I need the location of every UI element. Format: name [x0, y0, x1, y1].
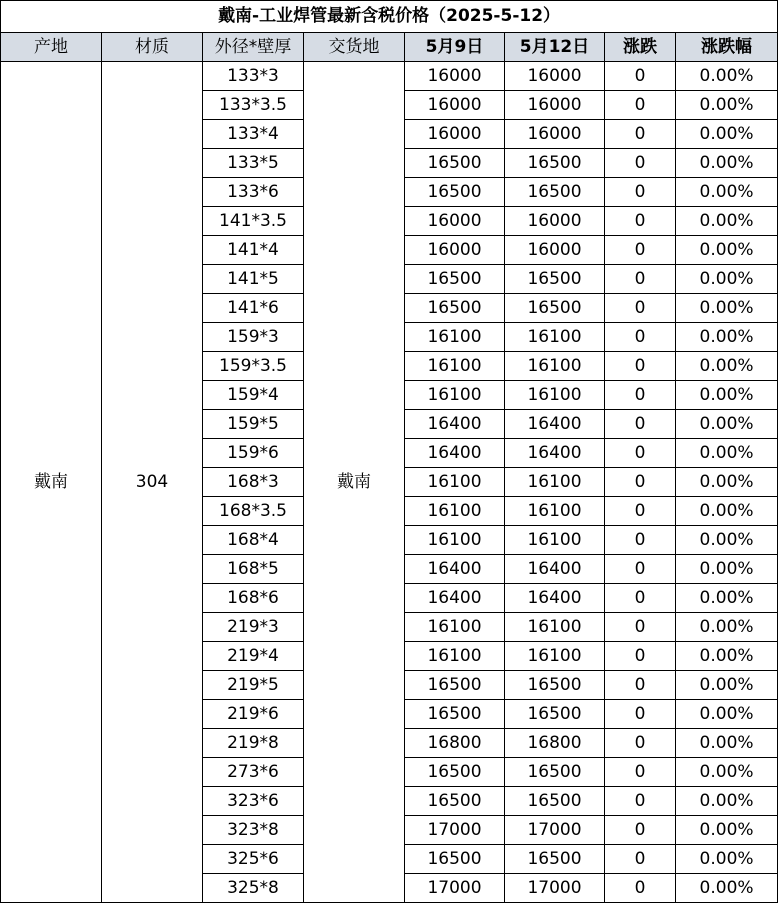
change-pct-cell: 0.00%: [676, 62, 778, 91]
price-may12-cell: 16500: [505, 149, 605, 178]
price-may9-cell: 16500: [405, 149, 505, 178]
material-cell: 304: [102, 62, 203, 903]
price-may9-cell: 16400: [405, 439, 505, 468]
price-may9-cell: 16100: [405, 642, 505, 671]
change-cell: 0: [605, 323, 676, 352]
price-may9-cell: 16500: [405, 787, 505, 816]
price-may9-cell: 16000: [405, 207, 505, 236]
spec-cell: 133*4: [203, 120, 304, 149]
change-pct-cell: 0.00%: [676, 526, 778, 555]
price-may9-cell: 16100: [405, 526, 505, 555]
price-may12-cell: 16100: [505, 526, 605, 555]
change-pct-cell: 0.00%: [676, 497, 778, 526]
change-pct-cell: 0.00%: [676, 671, 778, 700]
change-cell: 0: [605, 729, 676, 758]
header-row: [1, 33, 778, 62]
change-cell: 0: [605, 120, 676, 149]
price-may9-cell: 16000: [405, 120, 505, 149]
change-pct-cell: 0.00%: [676, 700, 778, 729]
price-may12-cell: 17000: [505, 874, 605, 903]
change-pct-cell: 0.00%: [676, 845, 778, 874]
spec-cell: 159*3: [203, 323, 304, 352]
change-pct-cell: 0.00%: [676, 178, 778, 207]
spec-cell: 323*6: [203, 787, 304, 816]
change-pct-cell: 0.00%: [676, 874, 778, 903]
price-may12-cell: 16100: [505, 642, 605, 671]
spec-cell: 168*4: [203, 526, 304, 555]
price-may9-cell: 16500: [405, 178, 505, 207]
spec-cell: 168*5: [203, 555, 304, 584]
price-may9-cell: 16500: [405, 845, 505, 874]
spec-cell: 168*3.5: [203, 497, 304, 526]
change-cell: 0: [605, 758, 676, 787]
header-origin: 产地: [1, 33, 102, 62]
price-may9-cell: 16500: [405, 265, 505, 294]
change-cell: 0: [605, 526, 676, 555]
change-pct-cell: 0.00%: [676, 294, 778, 323]
price-may9-cell: 16500: [405, 700, 505, 729]
change-pct-cell: 0.00%: [676, 613, 778, 642]
price-may9-cell: 17000: [405, 816, 505, 845]
price-may9-cell: 16100: [405, 352, 505, 381]
header-date-1: 5月9日: [405, 33, 505, 62]
change-pct-cell: 0.00%: [676, 265, 778, 294]
price-may12-cell: 16000: [505, 120, 605, 149]
price-may12-cell: 16000: [505, 207, 605, 236]
change-cell: 0: [605, 178, 676, 207]
price-may12-cell: 16500: [505, 758, 605, 787]
change-pct-cell: 0.00%: [676, 758, 778, 787]
change-cell: 0: [605, 845, 676, 874]
change-pct-cell: 0.00%: [676, 439, 778, 468]
change-cell: 0: [605, 555, 676, 584]
origin-cell: 戴南: [1, 62, 102, 903]
header-delivery: 交货地: [304, 33, 405, 62]
price-may12-cell: 16400: [505, 439, 605, 468]
change-pct-cell: 0.00%: [676, 787, 778, 816]
change-cell: 0: [605, 700, 676, 729]
spec-cell: 219*6: [203, 700, 304, 729]
change-cell: 0: [605, 497, 676, 526]
change-pct-cell: 0.00%: [676, 91, 778, 120]
change-pct-cell: 0.00%: [676, 323, 778, 352]
price-may9-cell: 16100: [405, 468, 505, 497]
change-cell: 0: [605, 265, 676, 294]
change-pct-cell: 0.00%: [676, 555, 778, 584]
price-may9-cell: 16500: [405, 758, 505, 787]
price-may12-cell: 16800: [505, 729, 605, 758]
price-may12-cell: 16500: [505, 265, 605, 294]
spec-cell: 219*3: [203, 613, 304, 642]
spec-cell: 325*6: [203, 845, 304, 874]
change-pct-cell: 0.00%: [676, 468, 778, 497]
price-may12-cell: 16100: [505, 468, 605, 497]
change-cell: 0: [605, 381, 676, 410]
price-may12-cell: 16500: [505, 294, 605, 323]
spec-cell: 168*3: [203, 468, 304, 497]
change-cell: 0: [605, 816, 676, 845]
change-pct-cell: 0.00%: [676, 642, 778, 671]
change-cell: 0: [605, 787, 676, 816]
price-may9-cell: 16400: [405, 584, 505, 613]
price-may12-cell: 16500: [505, 178, 605, 207]
price-may9-cell: 16400: [405, 410, 505, 439]
change-cell: 0: [605, 410, 676, 439]
spec-cell: 159*3.5: [203, 352, 304, 381]
change-pct-cell: 0.00%: [676, 207, 778, 236]
price-may9-cell: 16400: [405, 555, 505, 584]
price-may12-cell: 16500: [505, 700, 605, 729]
spec-cell: 141*3.5: [203, 207, 304, 236]
change-cell: 0: [605, 149, 676, 178]
change-cell: 0: [605, 468, 676, 497]
price-may9-cell: 17000: [405, 874, 505, 903]
change-pct-cell: 0.00%: [676, 816, 778, 845]
change-cell: 0: [605, 874, 676, 903]
spec-cell: 141*5: [203, 265, 304, 294]
price-may9-cell: 16100: [405, 497, 505, 526]
spec-cell: 273*6: [203, 758, 304, 787]
spec-cell: 141*6: [203, 294, 304, 323]
header-spec: 外径*壁厚: [203, 33, 304, 62]
price-may12-cell: 16000: [505, 62, 605, 91]
change-cell: 0: [605, 236, 676, 265]
spec-cell: 133*3.5: [203, 91, 304, 120]
spec-cell: 133*5: [203, 149, 304, 178]
price-may9-cell: 16100: [405, 381, 505, 410]
spec-cell: 133*3: [203, 62, 304, 91]
spec-cell: 159*5: [203, 410, 304, 439]
spec-cell: 159*4: [203, 381, 304, 410]
table-title: 戴南-工业焊管最新含税价格（2025-5-12）: [1, 1, 778, 33]
price-may9-cell: 16500: [405, 294, 505, 323]
price-may9-cell: 16100: [405, 613, 505, 642]
price-may12-cell: 16100: [505, 352, 605, 381]
spec-cell: 168*6: [203, 584, 304, 613]
price-may12-cell: 16100: [505, 613, 605, 642]
change-pct-cell: 0.00%: [676, 381, 778, 410]
change-pct-cell: 0.00%: [676, 410, 778, 439]
change-pct-cell: 0.00%: [676, 236, 778, 265]
price-may9-cell: 16100: [405, 323, 505, 352]
header-change-pct: 涨跌幅: [676, 33, 778, 62]
change-pct-cell: 0.00%: [676, 352, 778, 381]
change-cell: 0: [605, 294, 676, 323]
change-cell: 0: [605, 584, 676, 613]
change-pct-cell: 0.00%: [676, 584, 778, 613]
price-may12-cell: 16100: [505, 323, 605, 352]
change-cell: 0: [605, 613, 676, 642]
change-cell: 0: [605, 352, 676, 381]
delivery-cell: 戴南: [304, 62, 405, 903]
table-row: [1, 62, 778, 91]
spec-cell: 219*5: [203, 671, 304, 700]
change-pct-cell: 0.00%: [676, 120, 778, 149]
price-may12-cell: 16400: [505, 410, 605, 439]
price-may9-cell: 16000: [405, 236, 505, 265]
price-may12-cell: 16000: [505, 91, 605, 120]
price-may12-cell: 16000: [505, 236, 605, 265]
price-may12-cell: 16500: [505, 671, 605, 700]
header-date-2: 5月12日: [505, 33, 605, 62]
change-cell: 0: [605, 91, 676, 120]
spec-cell: 323*8: [203, 816, 304, 845]
spec-cell: 219*8: [203, 729, 304, 758]
change-cell: 0: [605, 642, 676, 671]
header-change: 涨跌: [605, 33, 676, 62]
header-material: 材质: [102, 33, 203, 62]
spec-cell: 141*4: [203, 236, 304, 265]
title-row: [1, 1, 778, 33]
price-may9-cell: 16800: [405, 729, 505, 758]
change-cell: 0: [605, 207, 676, 236]
price-may12-cell: 16100: [505, 381, 605, 410]
change-cell: 0: [605, 671, 676, 700]
spec-cell: 219*4: [203, 642, 304, 671]
price-may12-cell: 16100: [505, 497, 605, 526]
price-may9-cell: 16000: [405, 62, 505, 91]
price-may12-cell: 17000: [505, 816, 605, 845]
spec-cell: 133*6: [203, 178, 304, 207]
change-cell: 0: [605, 62, 676, 91]
price-may9-cell: 16500: [405, 671, 505, 700]
price-may12-cell: 16500: [505, 787, 605, 816]
price-may12-cell: 16500: [505, 845, 605, 874]
spec-cell: 159*6: [203, 439, 304, 468]
change-pct-cell: 0.00%: [676, 729, 778, 758]
price-may12-cell: 16400: [505, 584, 605, 613]
change-cell: 0: [605, 439, 676, 468]
spec-cell: 325*8: [203, 874, 304, 903]
price-may9-cell: 16000: [405, 91, 505, 120]
change-pct-cell: 0.00%: [676, 149, 778, 178]
price-may12-cell: 16400: [505, 555, 605, 584]
